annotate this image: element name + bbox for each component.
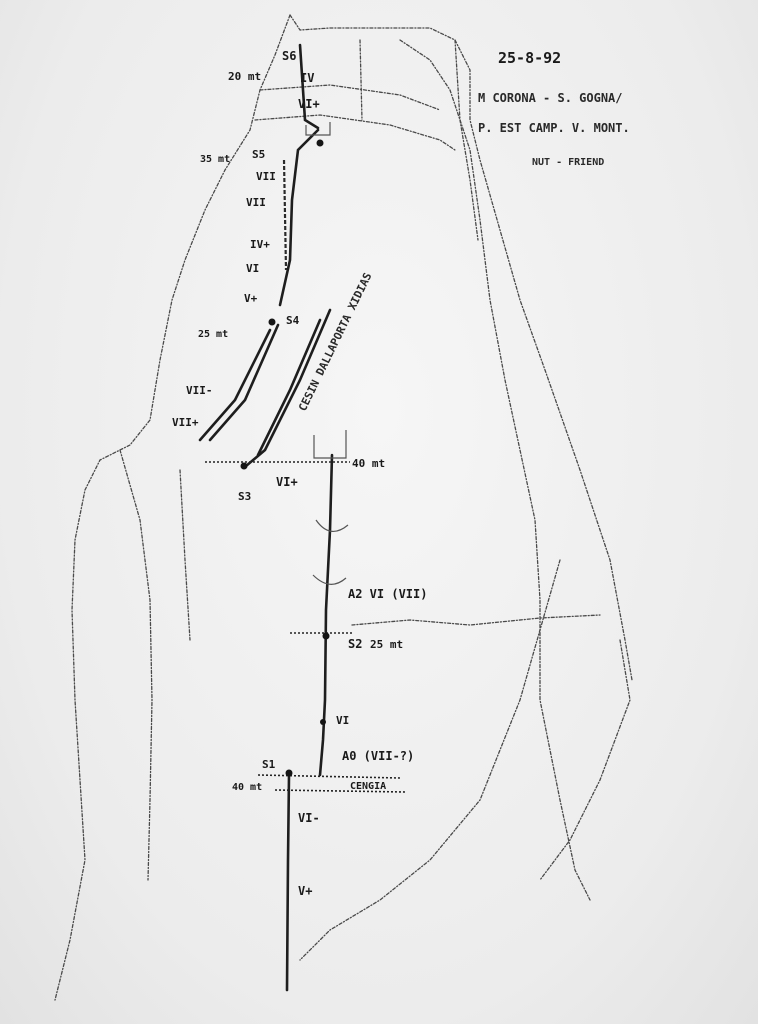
date-label: 25-8-92 — [498, 49, 562, 67]
route-title: M CORONA - S. GOGNA/ — [478, 91, 623, 105]
belay-dot-s4 — [269, 319, 276, 326]
belay-s5-length: 35 mt — [200, 154, 231, 165]
belay-dot-s5 — [317, 140, 324, 147]
belay-s2-name: S2 — [348, 637, 363, 651]
grade-p5-c: IV+ — [250, 238, 270, 251]
belay-dot-s3 — [241, 463, 248, 470]
belay-s6-name: S6 — [282, 49, 297, 63]
belay-s3-name: S3 — [238, 490, 252, 503]
grade-p2-a: A2 VI (VII) — [348, 587, 428, 601]
grade-p4-b: VII+ — [172, 416, 199, 429]
grade-p0-b: V+ — [298, 884, 313, 898]
belay-dot-s1 — [286, 770, 293, 777]
belay-s5-name: S5 — [252, 148, 266, 161]
belay-s2-length: 25 mt — [370, 638, 404, 651]
belay-dot-s2 — [323, 633, 330, 640]
route-line — [200, 45, 348, 990]
grade-p3-a: VI+ — [276, 475, 298, 489]
bolt-dot-1 — [320, 719, 326, 725]
belay-s1-name: S1 — [262, 758, 276, 771]
belay-s6-length: 20 mt — [228, 70, 262, 83]
grade-p6-b: VI+ — [298, 97, 320, 111]
grade-p5-a: VII — [256, 170, 276, 183]
grade-p6-a: IV — [300, 71, 315, 85]
belay-s4-name: S4 — [286, 314, 300, 327]
ledge-cengia — [258, 775, 400, 778]
belay-s3-length: 40 mt — [352, 457, 386, 470]
grade-p0-a: VI- — [298, 811, 320, 825]
grade-p1-a: VI — [336, 714, 350, 727]
grade-p5-d: VI — [246, 262, 260, 275]
grade-p4-a: VII- — [186, 384, 213, 397]
belay-s1-length: 40 mt — [232, 782, 263, 793]
grade-p5-e: V+ — [244, 292, 258, 305]
ledge-label: CENGIA — [350, 781, 387, 792]
route-name-label: CESIN DALLAPORTA XIDIAS — [296, 270, 375, 414]
route-subtitle: P. EST CAMP. V. MONT. — [478, 121, 630, 135]
gear-note: NUT - FRIEND — [532, 157, 605, 168]
belay-s4-length: 25 mt — [198, 329, 229, 340]
grade-p5-b: VII — [246, 196, 266, 209]
grade-p1-b: A0 (VII-?) — [342, 749, 415, 763]
